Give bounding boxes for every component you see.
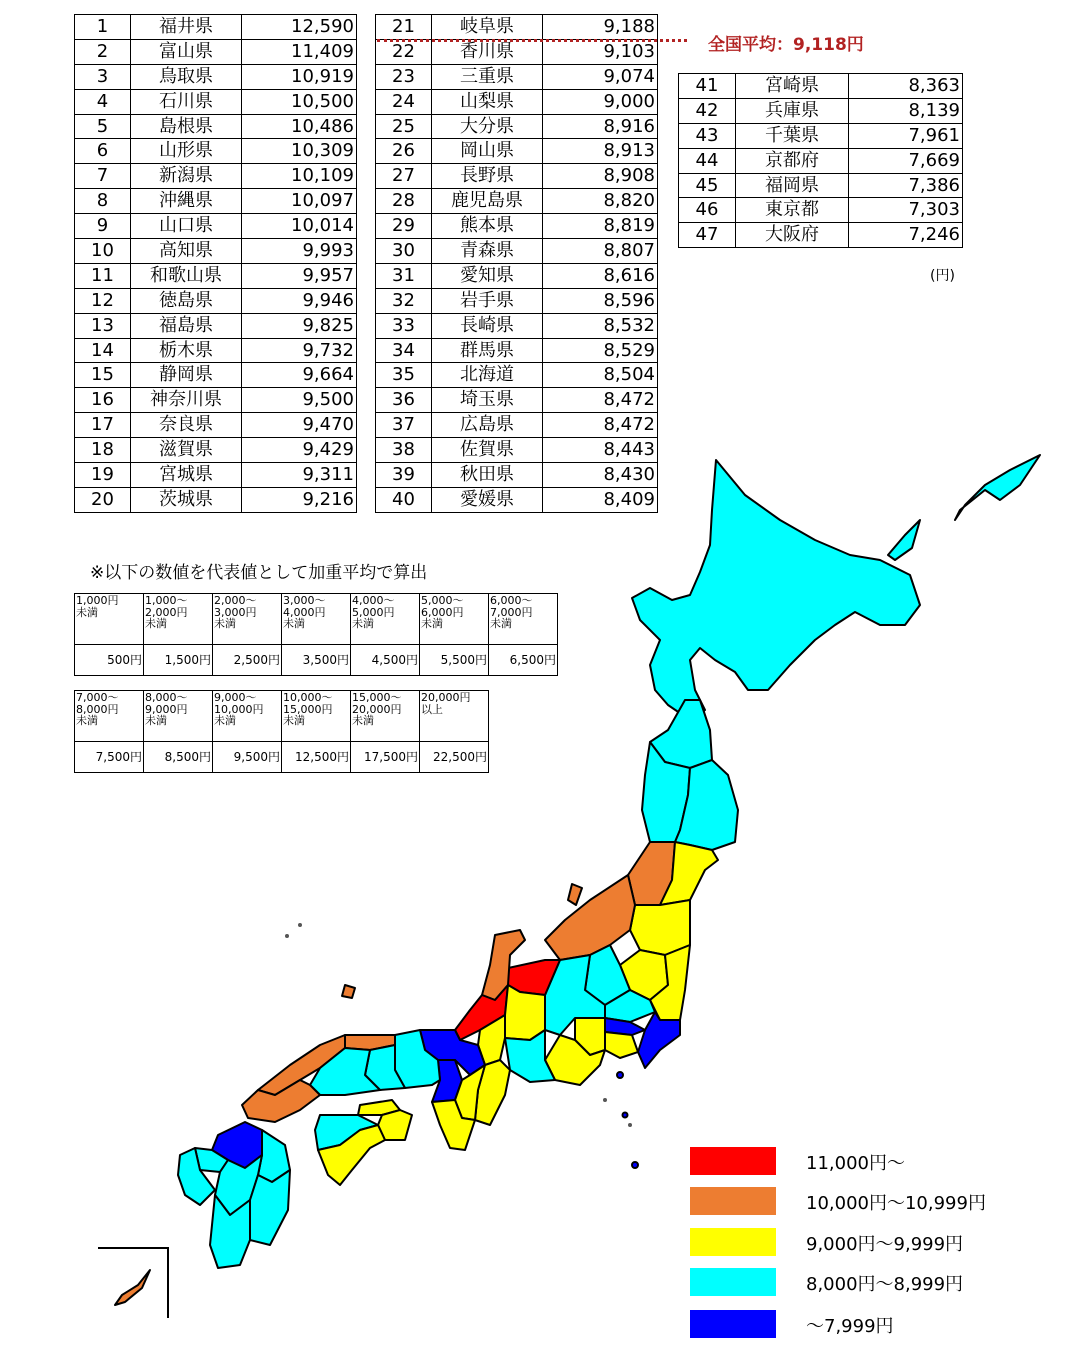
value-cell: 8,807 (543, 239, 658, 264)
prefecture-cell: 福島県 (131, 313, 242, 338)
range-label: 1,000～ 2,000円 未満 (145, 594, 188, 631)
prefecture-cell: 広島県 (432, 413, 543, 438)
rank-cell: 2 (75, 39, 131, 64)
representative-value-cell: 9,500円 (213, 742, 282, 773)
value-cell: 10,486 (242, 114, 357, 139)
prefecture-cell: 千葉県 (736, 123, 849, 148)
national-average-label: 全国平均：9,118円 (708, 35, 864, 55)
legend-label: 11,000円～ (806, 1153, 905, 1174)
range-label: 3,000～ 4,000円 未満 (283, 594, 326, 631)
range-label: 5,000～ 6,000円 未満 (421, 594, 464, 631)
prefecture-cell: 奈良県 (131, 413, 242, 438)
rank-cell: 13 (75, 313, 131, 338)
prefecture-cell: 茨城県 (131, 487, 242, 512)
rank-cell: 32 (376, 288, 432, 313)
range-label: 20,000円 以上 (421, 691, 471, 716)
rank-cell: 3 (75, 64, 131, 89)
value-cell: 8,532 (543, 313, 658, 338)
prefecture-cell: 香川県 (432, 39, 543, 64)
value-cell: 8,139 (849, 98, 963, 123)
prefecture-cell: 大分県 (432, 114, 543, 139)
rank-cell: 7 (75, 164, 131, 189)
prefecture-cell: 京都府 (736, 148, 849, 173)
representative-value-cell: 22,500円 (420, 742, 489, 773)
value-cell: 10,919 (242, 64, 357, 89)
rank-cell: 5 (75, 114, 131, 139)
region-niigata (545, 875, 635, 960)
rank-cell: 14 (75, 338, 131, 363)
value-cell: 10,309 (242, 139, 357, 164)
value-cell: 8,430 (543, 463, 658, 488)
value-cell: 7,303 (849, 198, 963, 223)
value-cell: 9,500 (242, 388, 357, 413)
value-cell: 9,216 (242, 487, 357, 512)
prefecture-cell: 宮崎県 (736, 74, 849, 99)
prefecture-cell: 岡山県 (432, 139, 543, 164)
region-hokkaido-islands2 (888, 520, 920, 560)
rank-cell: 29 (376, 214, 432, 239)
representative-value-cell: 500円 (75, 645, 144, 676)
rank-cell: 47 (679, 223, 736, 248)
prefecture-cell: 群馬県 (432, 338, 543, 363)
value-cell: 12,590 (242, 15, 357, 40)
value-cell: 9,074 (543, 64, 658, 89)
value-cell: 9,311 (242, 463, 357, 488)
range-label: 1,000円 未満 (76, 594, 119, 619)
range-label: 15,000～ 20,000円 未満 (352, 691, 402, 728)
representative-value-cell: 3,500円 (282, 645, 351, 676)
rank-cell: 21 (376, 15, 432, 40)
prefecture-cell: 東京都 (736, 198, 849, 223)
legend-swatch (690, 1268, 776, 1296)
rank-cell: 35 (376, 363, 432, 388)
prefecture-cell: 鳥取県 (131, 64, 242, 89)
rank-cell: 37 (376, 413, 432, 438)
prefecture-cell: 福岡県 (736, 173, 849, 198)
rank-cell: 22 (376, 39, 432, 64)
rank-cell: 6 (75, 139, 131, 164)
prefecture-cell: 静岡県 (131, 363, 242, 388)
region-izu-3 (632, 1162, 638, 1168)
value-cell: 9,000 (543, 89, 658, 114)
unit-label: (円) (930, 268, 955, 284)
value-cell: 9,188 (543, 15, 658, 40)
rank-cell: 44 (679, 148, 736, 173)
rank-cell: 40 (376, 487, 432, 512)
value-cell: 8,409 (543, 487, 658, 512)
rank-cell: 25 (376, 114, 432, 139)
value-cell: 10,014 (242, 214, 357, 239)
prefecture-cell: 大阪府 (736, 223, 849, 248)
prefecture-cell: 宮城県 (131, 463, 242, 488)
value-cell: 8,908 (543, 164, 658, 189)
range-label: 9,000～ 10,000円 未満 (214, 691, 264, 728)
prefecture-cell: 佐賀県 (432, 438, 543, 463)
value-cell: 8,616 (543, 263, 658, 288)
range-label: 6,000～ 7,000円 未満 (490, 594, 533, 631)
region-kanagawa (605, 1032, 638, 1058)
prefecture-cell: 北海道 (432, 363, 543, 388)
prefecture-cell: 長崎県 (432, 313, 543, 338)
representative-value-cell: 17,500円 (351, 742, 420, 773)
value-cell: 8,819 (543, 214, 658, 239)
prefecture-cell: 石川県 (131, 89, 242, 114)
rank-cell: 36 (376, 388, 432, 413)
value-cell: 10,097 (242, 189, 357, 214)
value-cell: 8,363 (849, 74, 963, 99)
region-chiba (638, 1012, 680, 1068)
value-cell: 9,957 (242, 263, 357, 288)
region-izu-1 (617, 1072, 623, 1078)
prefecture-cell: 山梨県 (432, 89, 543, 114)
representative-value-cell: 7,500円 (75, 742, 144, 773)
okinawa-inset-frame (98, 1248, 168, 1318)
region-dot-3 (603, 1098, 607, 1102)
rank-cell: 42 (679, 98, 736, 123)
region-okinawa (115, 1270, 150, 1305)
rank-cell: 12 (75, 288, 131, 313)
rank-cell: 8 (75, 189, 131, 214)
value-cell: 8,916 (543, 114, 658, 139)
prefecture-cell: 和歌山県 (131, 263, 242, 288)
prefecture-cell: 秋田県 (432, 463, 543, 488)
prefecture-cell: 兵庫県 (736, 98, 849, 123)
prefecture-cell: 島根県 (131, 114, 242, 139)
range-label: 7,000～ 8,000円 未満 (76, 691, 119, 728)
range-label: 10,000～ 15,000円 未満 (283, 691, 333, 728)
region-dot-4 (628, 1123, 632, 1127)
prefecture-cell: 福井県 (131, 15, 242, 40)
legend-label: 8,000円～8,999円 (806, 1274, 964, 1295)
prefecture-cell: 熊本県 (432, 214, 543, 239)
representative-value-cell: 2,500円 (213, 645, 282, 676)
prefecture-cell: 栃木県 (131, 338, 242, 363)
rank-cell: 41 (679, 74, 736, 99)
range-label: 2,000～ 3,000円 未満 (214, 594, 257, 631)
rank-cell: 39 (376, 463, 432, 488)
value-cell: 7,669 (849, 148, 963, 173)
rank-cell: 34 (376, 338, 432, 363)
value-cell: 8,472 (543, 413, 658, 438)
prefecture-cell: 沖縄県 (131, 189, 242, 214)
value-cell: 11,409 (242, 39, 357, 64)
value-cell: 9,664 (242, 363, 357, 388)
value-cell: 9,732 (242, 338, 357, 363)
legend-swatch (690, 1187, 776, 1215)
region-hokkaido (632, 460, 920, 720)
value-cell: 9,429 (242, 438, 357, 463)
value-cell: 8,504 (543, 363, 658, 388)
rank-cell: 38 (376, 438, 432, 463)
prefecture-cell: 山口県 (131, 214, 242, 239)
rank-cell: 20 (75, 487, 131, 512)
value-cell: 7,246 (849, 223, 963, 248)
prefecture-cell: 岩手県 (432, 288, 543, 313)
prefecture-cell: 岐阜県 (432, 15, 543, 40)
rank-cell: 17 (75, 413, 131, 438)
region-fukushima (630, 900, 690, 955)
value-cell: 9,103 (543, 39, 658, 64)
prefecture-cell: 青森県 (432, 239, 543, 264)
prefecture-cell: 愛知県 (432, 263, 543, 288)
region-izu-2 (623, 1113, 628, 1118)
legend-label: 10,000円～10,999円 (806, 1193, 986, 1214)
value-cell: 8,913 (543, 139, 658, 164)
rank-cell: 31 (376, 263, 432, 288)
value-cell: 8,529 (543, 338, 658, 363)
rank-cell: 16 (75, 388, 131, 413)
rank-cell: 24 (376, 89, 432, 114)
value-cell: 8,443 (543, 438, 658, 463)
region-dot-2 (285, 934, 289, 938)
value-cell: 9,825 (242, 313, 357, 338)
prefecture-cell: 新潟県 (131, 164, 242, 189)
prefecture-cell: 愛媛県 (432, 487, 543, 512)
legend-swatch (690, 1147, 776, 1175)
rank-cell: 1 (75, 15, 131, 40)
rank-cell: 27 (376, 164, 432, 189)
value-cell: 7,386 (849, 173, 963, 198)
value-cell: 8,596 (543, 288, 658, 313)
value-cell: 8,472 (543, 388, 658, 413)
prefecture-cell: 富山県 (131, 39, 242, 64)
region-miyazaki (250, 1170, 290, 1245)
rank-cell: 23 (376, 64, 432, 89)
legend-swatch (690, 1228, 776, 1256)
prefecture-cell: 三重県 (432, 64, 543, 89)
value-cell: 9,470 (242, 413, 357, 438)
rank-cell: 4 (75, 89, 131, 114)
legend-label: ～7,999円 (806, 1316, 894, 1337)
rank-cell: 45 (679, 173, 736, 198)
rank-cell: 10 (75, 239, 131, 264)
representative-value-cell: 4,500円 (351, 645, 420, 676)
prefecture-cell: 高知県 (131, 239, 242, 264)
representative-value-cell: 5,500円 (420, 645, 489, 676)
value-cell: 10,500 (242, 89, 357, 114)
value-cell: 9,993 (242, 239, 357, 264)
rank-cell: 46 (679, 198, 736, 223)
legend-swatch (690, 1310, 776, 1338)
prefecture-cell: 徳島県 (131, 288, 242, 313)
value-cell: 7,961 (849, 123, 963, 148)
region-hokkaido-islands (955, 455, 1040, 520)
region-dot-1 (298, 923, 302, 927)
rank-cell: 18 (75, 438, 131, 463)
legend-label: 9,000円～9,999円 (806, 1234, 964, 1255)
region-oki (342, 985, 355, 998)
rank-cell: 11 (75, 263, 131, 288)
prefecture-cell: 滋賀県 (131, 438, 242, 463)
prefecture-cell: 山形県 (131, 139, 242, 164)
prefecture-cell: 鹿児島県 (432, 189, 543, 214)
calculation-note: ※以下の数値を代表値として加重平均で算出 (90, 563, 428, 583)
value-cell: 10,109 (242, 164, 357, 189)
range-label: 8,000～ 9,000円 未満 (145, 691, 188, 728)
rank-cell: 28 (376, 189, 432, 214)
rank-cell: 26 (376, 139, 432, 164)
prefecture-cell: 埼玉県 (432, 388, 543, 413)
representative-value-cell: 12,500円 (282, 742, 351, 773)
value-cell: 9,946 (242, 288, 357, 313)
rank-cell: 43 (679, 123, 736, 148)
representative-value-cell: 6,500円 (489, 645, 558, 676)
value-cell: 8,820 (543, 189, 658, 214)
representative-value-cell: 8,500円 (144, 742, 213, 773)
prefecture-cell: 神奈川県 (131, 388, 242, 413)
rank-cell: 9 (75, 214, 131, 239)
region-sado (568, 884, 582, 905)
rank-cell: 19 (75, 463, 131, 488)
range-label: 4,000～ 5,000円 未満 (352, 594, 395, 631)
prefecture-cell: 長野県 (432, 164, 543, 189)
rank-cell: 33 (376, 313, 432, 338)
rank-cell: 30 (376, 239, 432, 264)
representative-value-cell: 1,500円 (144, 645, 213, 676)
rank-cell: 15 (75, 363, 131, 388)
